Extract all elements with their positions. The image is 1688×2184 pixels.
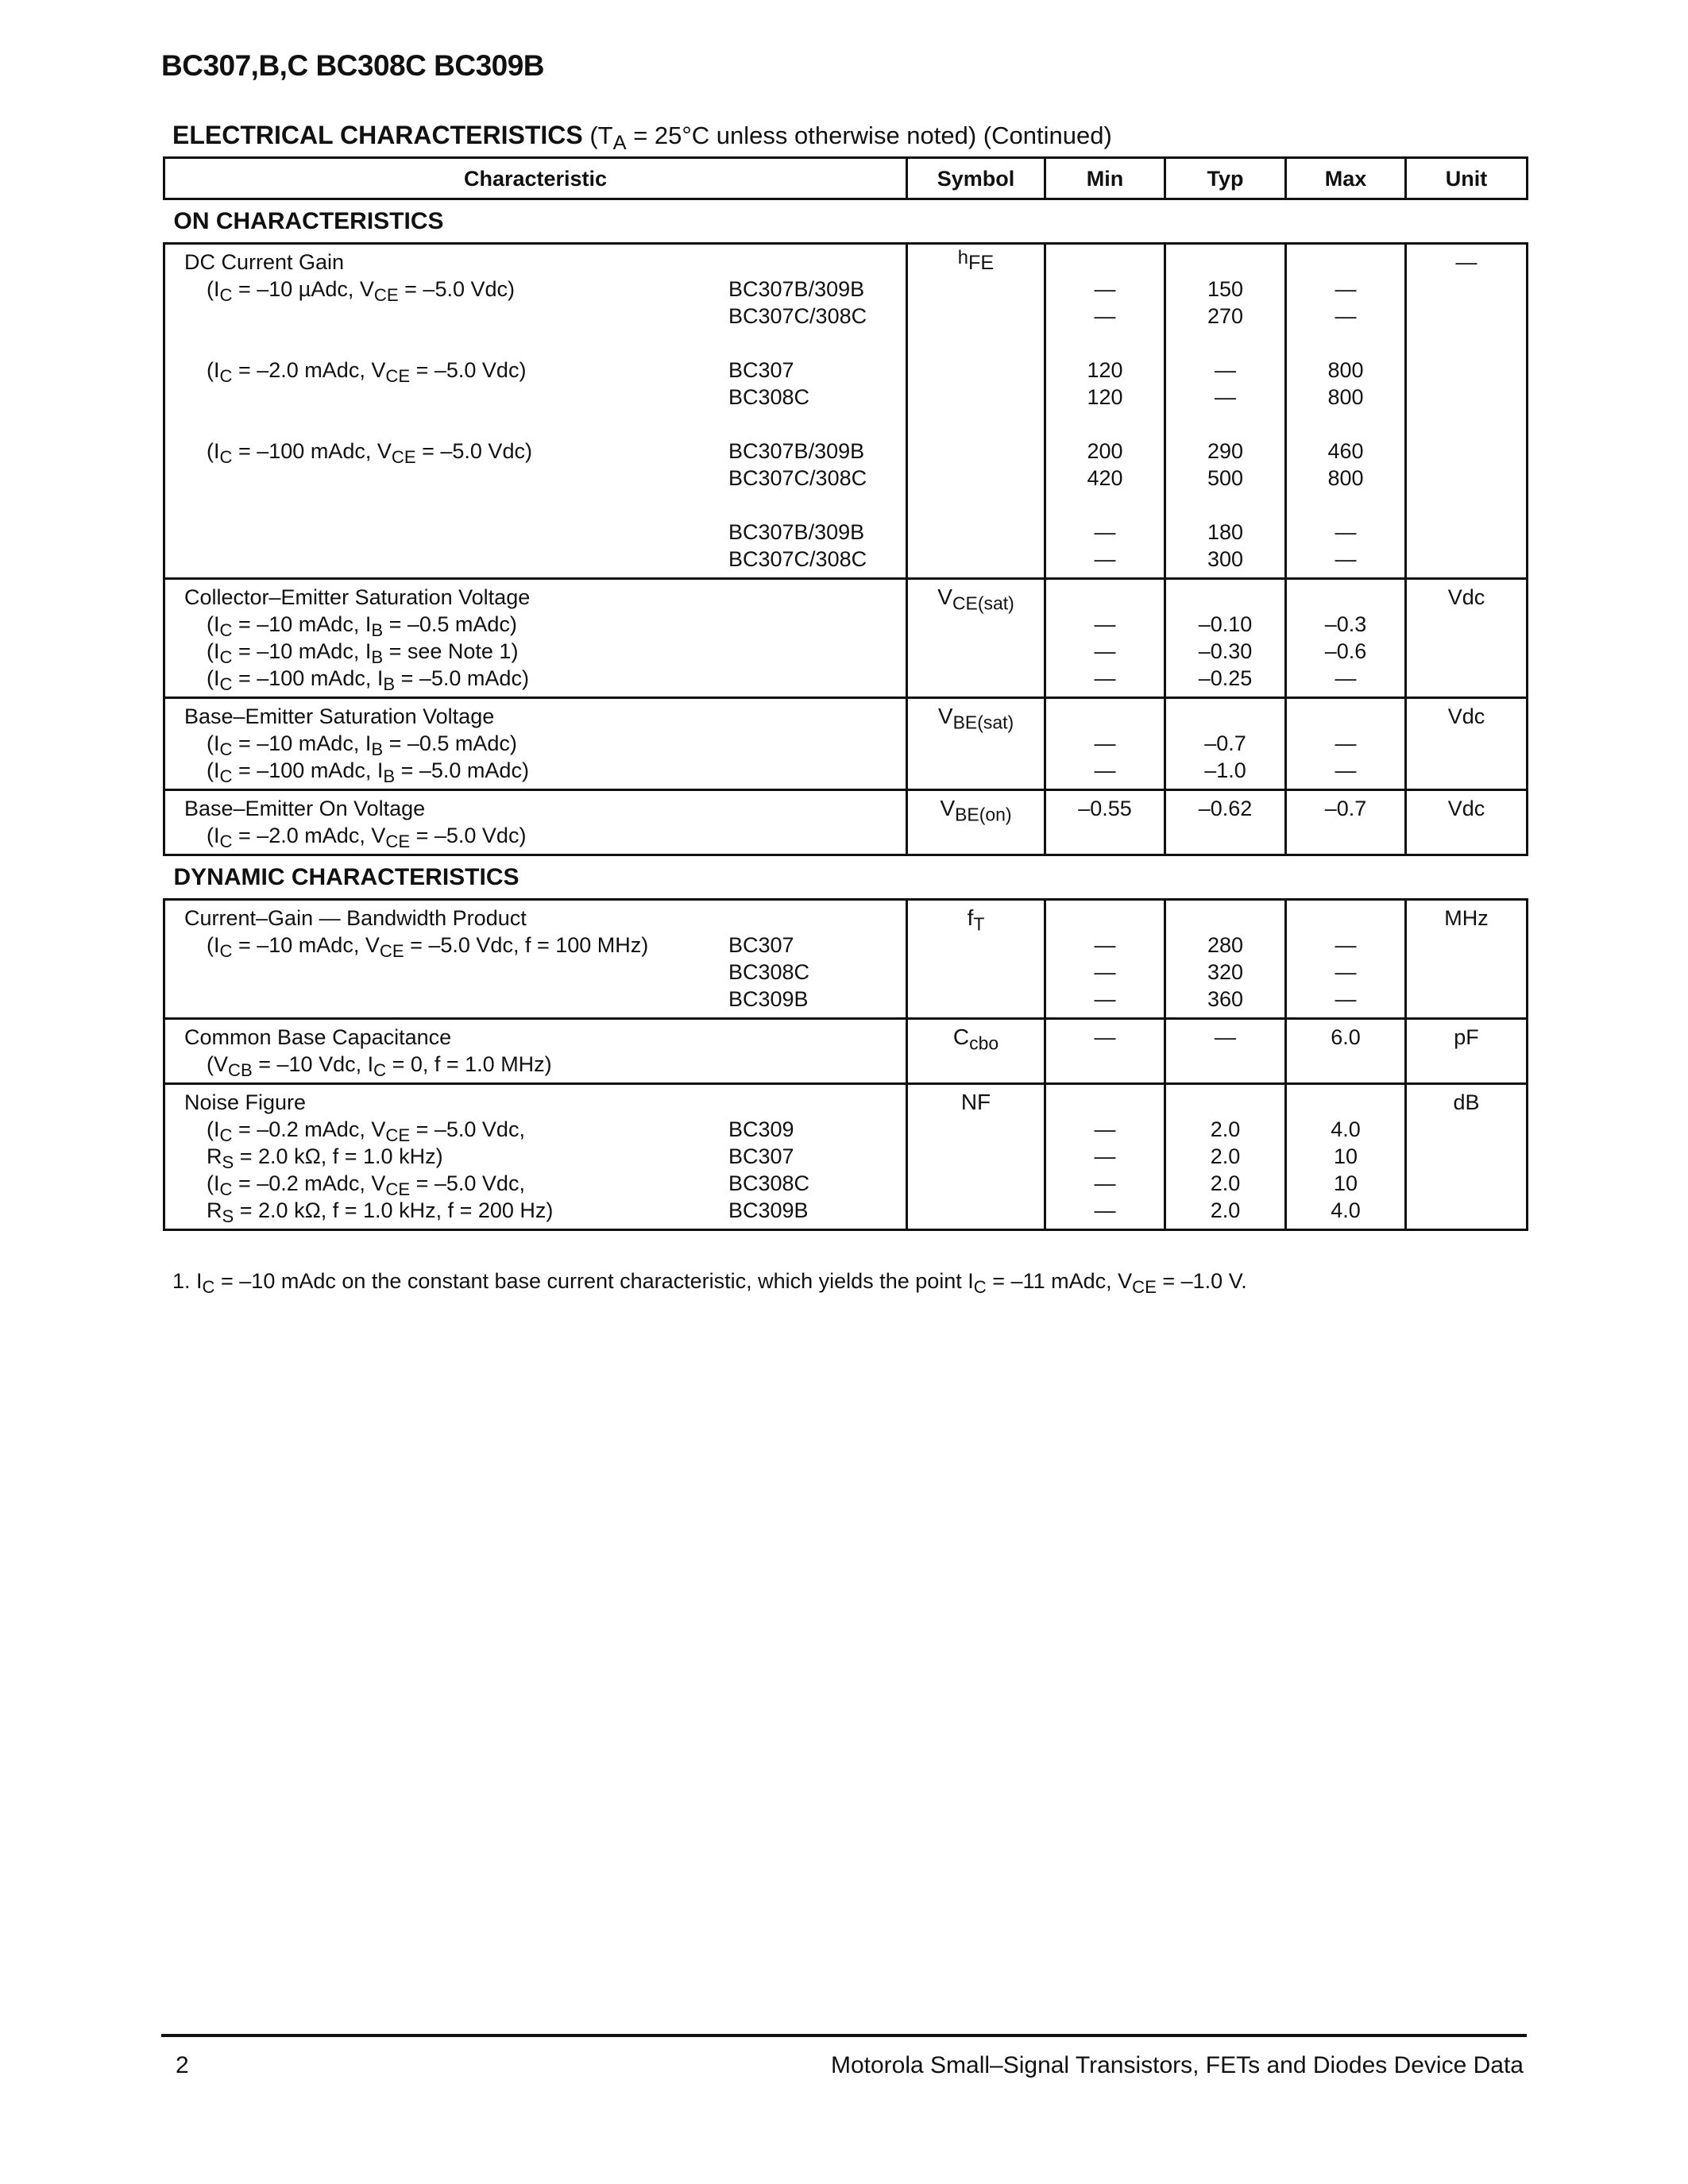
test-condition: ($I_C = -10$ µAdc, $V_{CE} = -5.0$ Vdc) (207, 277, 515, 306)
typ-cell: 150 270 — — 290 500 180 300 (1165, 244, 1286, 579)
table-row (164, 579, 1528, 698)
characteristic-name: Collector–Emitter Saturation Voltage (184, 585, 531, 609)
device-label: BC307C/308C (728, 547, 867, 571)
test-condition: ($I_C = -10$ mAdc, $I_B = -0.5$ mAdc) (207, 731, 517, 760)
device-label: BC308C (728, 1171, 810, 1195)
col-characteristic: Characteristic (164, 158, 907, 199)
symbol-cell: $f_T$ (907, 900, 1045, 1019)
device-label: BC309B (728, 1198, 809, 1222)
characteristic-name: Base–Emitter On Voltage (184, 797, 426, 820)
device-label: BC307B/309B (728, 277, 865, 301)
unit-cell: dB (1406, 1084, 1528, 1230)
caption-condition-end: = 25°C unless otherwise noted) (Continued) (626, 122, 1112, 149)
section-title: ELECTRICAL CHARACTERISTICS (172, 121, 583, 149)
max-cell: — — 800 800 460 800 — — (1286, 244, 1406, 579)
test-condition: $R_S = 2.0$ kΩ, f = 1.0 kHz) (207, 1144, 443, 1173)
characteristic-cell (164, 698, 907, 790)
typ-cell: 280 320 360 (1165, 900, 1286, 1019)
min-cell: — — 120 120 200 420 — — (1045, 244, 1165, 579)
symbol-cell: $^h$FE (907, 244, 1045, 579)
symbol-cell: $V_{BE(on)}$ (907, 790, 1045, 855)
test-condition: ($I_C = -2.0$ mAdc, $V_{CE} = -5.0$ Vdc) (207, 358, 527, 387)
symbol-cell: $C_{cbo}$ (907, 1019, 1045, 1084)
table-row (164, 900, 1528, 1019)
max-cell: –0.7 (1286, 790, 1406, 855)
on-characteristics-heading: ON CHARACTERISTICS (173, 207, 444, 234)
typ-cell: –0.7 –1.0 (1165, 698, 1286, 790)
table-row (164, 790, 1528, 855)
caption-condition: (T (582, 122, 613, 149)
symbol-cell: NF (907, 1084, 1045, 1230)
test-condition: ($I_C = -100$ mAdc, $I_B = -5.0$ mAdc) (207, 666, 529, 695)
typ-cell: — (1165, 1019, 1286, 1084)
unit-cell: Vdc (1406, 579, 1528, 698)
col-max: Max (1286, 158, 1406, 199)
max-cell: –0.3 –0.6 — (1286, 579, 1406, 698)
test-condition: $R_S = 2.0$ kΩ, f = 1.0 kHz, f = 200 Hz) (207, 1198, 554, 1227)
test-condition: ($I_C = -10$ mAdc, $V_{CE} = -5.0$ Vdc, f = 100 MHz) (207, 933, 649, 962)
characteristic-cell (164, 790, 907, 855)
footer-divider (161, 2034, 1527, 2037)
characteristic-name: Noise Figure (184, 1090, 307, 1114)
footer-text: Motorola Small–Signal Transistors, FETs and Diodes Device Data (830, 2052, 1524, 2078)
section-row-on (164, 199, 1528, 243)
caption-subscript: A (612, 132, 627, 155)
device-label: BC307B/309B (728, 439, 865, 463)
test-condition: ($I_C = -0.2$ mAdc, $V_{CE} = -5.0$ Vdc, (207, 1171, 525, 1200)
device-label: BC307C/308C (728, 304, 867, 328)
min-cell: — — — (1045, 900, 1165, 1019)
characteristic-name: DC Current Gain (184, 250, 345, 274)
table-row (164, 698, 1528, 790)
device-label: BC308C (728, 385, 810, 409)
test-condition: ($V_{CB} = -10$ Vdc, $I_C = 0$, f = 1.0 MHz) (207, 1052, 552, 1081)
characteristics-table (163, 156, 1528, 1231)
device-label: BC307 (728, 1144, 794, 1168)
device-label: BC309 (728, 1117, 794, 1141)
max-cell: — — (1286, 698, 1406, 790)
device-label: BC307 (728, 933, 794, 957)
unit-cell: MHz (1406, 900, 1528, 1019)
device-label: BC307B/309B (728, 520, 865, 544)
col-symbol: Symbol (907, 158, 1045, 199)
test-condition: ($I_C = -10$ mAdc, $I_B$ = see Note 1) (207, 639, 519, 668)
col-min: Min (1045, 158, 1165, 199)
test-condition: ($I_C = -10$ mAdc, $I_B = -0.5$ mAdc) (207, 612, 517, 641)
page-title: BC307,B,C BC308C BC309B (161, 49, 545, 82)
typ-cell: –0.62 (1165, 790, 1286, 855)
characteristic-cell (164, 1084, 907, 1230)
unit-cell: — (1406, 244, 1528, 579)
device-label: BC307 (728, 358, 794, 382)
min-cell: — — — — (1045, 1084, 1165, 1230)
typ-cell: 2.0 2.0 2.0 2.0 (1165, 1084, 1286, 1230)
unit-cell: Vdc (1406, 698, 1528, 790)
col-typ: Typ (1165, 158, 1286, 199)
test-condition: ($I_C = -100$ mAdc, $I_B = -5.0$ mAdc) (207, 758, 529, 787)
test-condition: ($I_C = -2.0$ mAdc, $V_{CE} = -5.0$ Vdc) (207, 824, 527, 852)
col-unit: Unit (1406, 158, 1528, 199)
min-cell: –0.55 (1045, 790, 1165, 855)
test-condition: ($I_C = -100$ mAdc, $V_{CE} = -5.0$ Vdc) (207, 439, 532, 468)
max-cell: 4.0 10 10 4.0 (1286, 1084, 1406, 1230)
characteristic-name: Common Base Capacitance (184, 1025, 452, 1049)
device-label: BC309B (728, 987, 809, 1011)
dynamic-characteristics-heading: DYNAMIC CHARACTERISTICS (173, 863, 520, 890)
table-header-row (164, 158, 1528, 199)
min-cell: — — — (1045, 579, 1165, 698)
characteristic-cell (164, 244, 907, 579)
test-condition: ($I_C = -0.2$ mAdc, $V_{CE} = -5.0$ Vdc, (207, 1117, 525, 1146)
min-cell: — — (1045, 698, 1165, 790)
symbol-cell: $V_{BE(sat)}$ (907, 698, 1045, 790)
device-label: BC307C/308C (728, 466, 867, 490)
max-cell: — — — (1286, 900, 1406, 1019)
table-row (164, 244, 1528, 579)
min-cell: — (1045, 1019, 1165, 1084)
device-label: BC308C (728, 960, 810, 984)
page-number: 2 (176, 2052, 189, 2078)
unit-cell: Vdc (1406, 790, 1528, 855)
max-cell: 6.0 (1286, 1019, 1406, 1084)
table-row (164, 1084, 1528, 1230)
unit-cell: pF (1406, 1019, 1528, 1084)
characteristic-name: Current–Gain — Bandwidth Product (184, 906, 527, 930)
table-row (164, 1019, 1528, 1084)
symbol-cell: $V_{CE(sat)}$ (907, 579, 1045, 698)
typ-cell: –0.10 –0.30 –0.25 (1165, 579, 1286, 698)
characteristic-cell (164, 900, 907, 1019)
section-caption (172, 121, 1112, 155)
footnote: 1. $I_C = -10$ mAdc on the constant base current characteristic, which yields the point $I_C = -11$ mAdc, $V_{CE} = -1.0$ V. (172, 1269, 1247, 1298)
characteristic-name: Base–Emitter Saturation Voltage (184, 704, 495, 728)
section-row-dynamic (164, 855, 1528, 899)
characteristic-cell (164, 579, 907, 698)
characteristic-cell (164, 1019, 907, 1084)
